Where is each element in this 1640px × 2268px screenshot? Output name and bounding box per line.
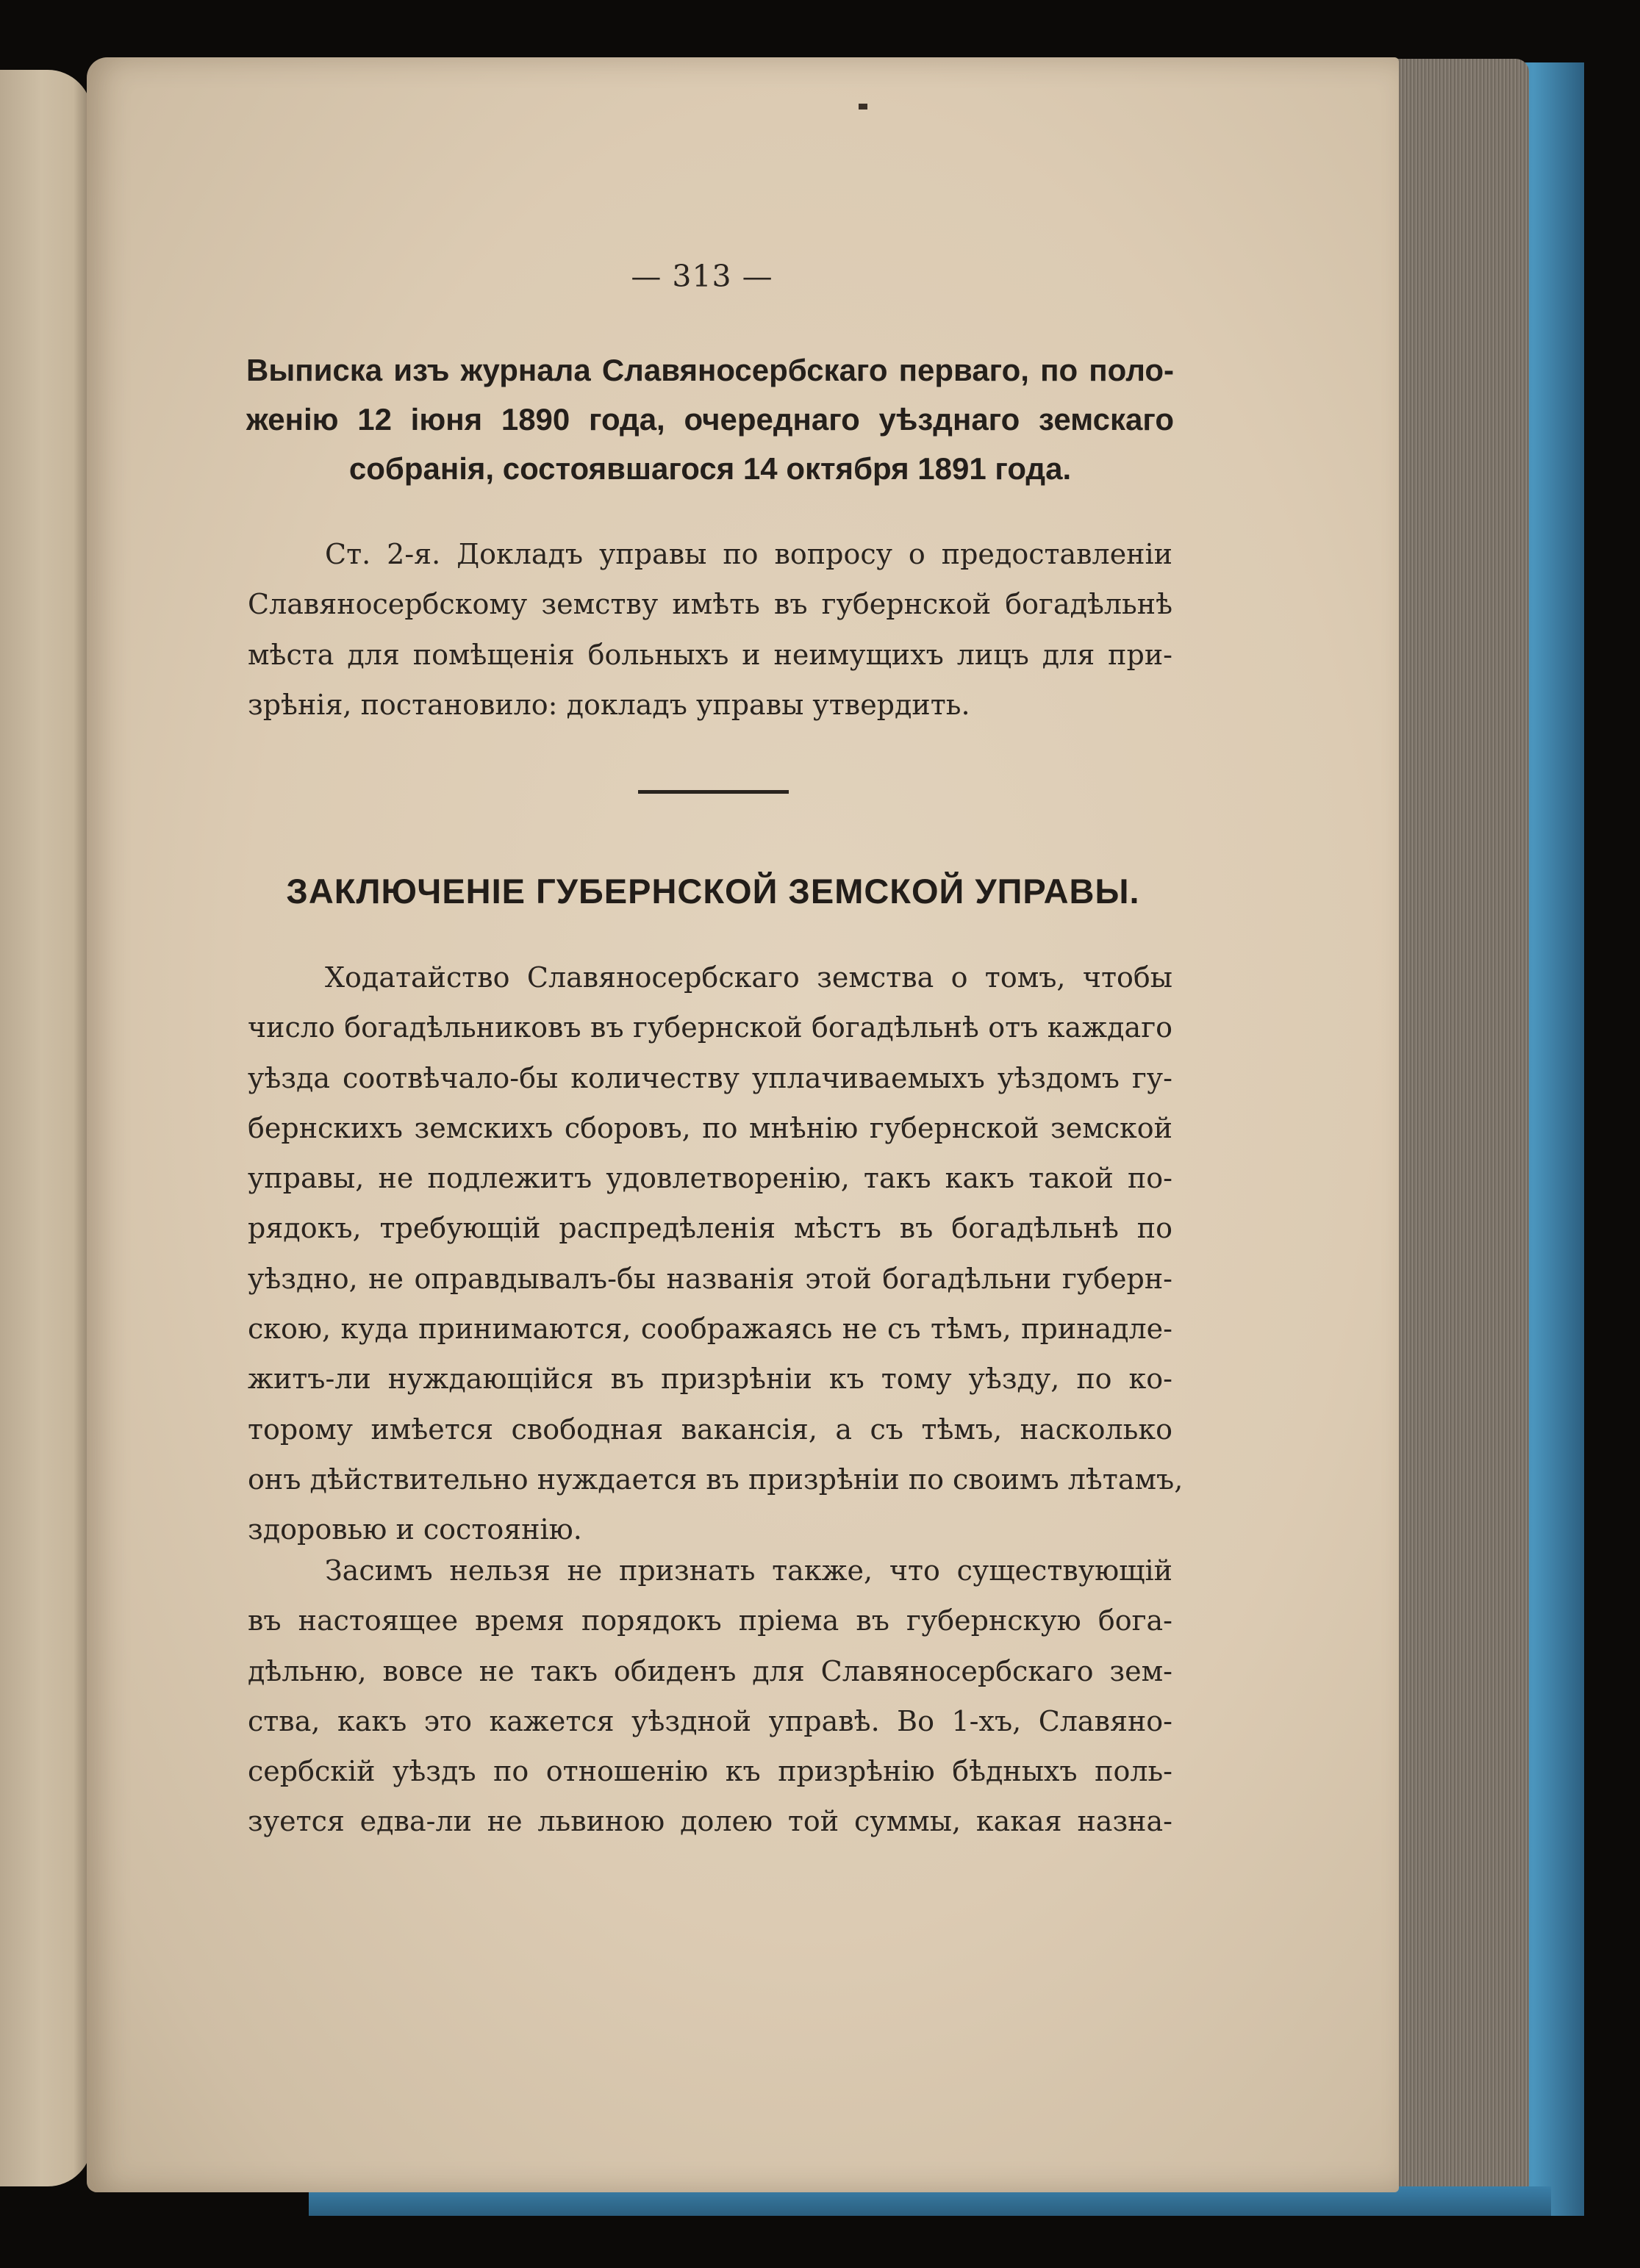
section-title: ЗАКЛЮЧЕНІЕ ГУБЕРНСКОЙ ЗЕМСКОЙ УПРАВЫ.: [286, 872, 1140, 911]
text-line: ства, какъ это кажется уѣздной управѣ. Во 1-хъ, Славяно-: [248, 1704, 1172, 1737]
paragraph-continuation: [248, 1546, 1172, 1847]
section-divider: [638, 790, 789, 794]
text-line: Ходатайство Славяносербскаго земства о томъ, чтобы: [325, 961, 1172, 994]
text-line: Засимъ нельзя не признать также, что существующій: [325, 1554, 1172, 1587]
heading-line: женію 12 іюня 1890 года, очереднаго уѣзднаго земскаго: [246, 402, 1174, 437]
text-line: зрѣнія, постановило: докладъ управы утвердить.: [248, 688, 970, 721]
ink-speck: [859, 104, 867, 110]
page-number: — 313 —: [631, 259, 773, 294]
left-page-edge: [0, 70, 92, 2186]
paragraph-resolution: [248, 529, 1172, 730]
text-line: Ст. 2-я. Докладъ управы по вопросу о предоставленіи: [325, 538, 1172, 570]
page-stack-edges: [1382, 59, 1529, 2197]
text-line: бернскихъ земскихъ сборовъ, по мнѣнію губернской земской: [248, 1111, 1172, 1144]
text-line: управы, не подлежитъ удовлетворенію, такъ какъ такой по-: [248, 1162, 1172, 1195]
text-line: дѣльню, вовсе не такъ обиденъ для Славяносербскаго зем-: [248, 1654, 1172, 1687]
text-line: скою, куда принимаются, соображаясь не съ тѣмъ, принадле-: [248, 1313, 1172, 1346]
text-line: житъ-ли нуждающійся въ призрѣніи къ тому уѣзду, по ко-: [248, 1363, 1172, 1396]
text-line: сербскій уѣздъ по отношенію къ призрѣнію бѣдныхъ поль-: [248, 1755, 1172, 1788]
text-line: мѣста для помѣщенія больныхъ и неимущихъ лицъ для при-: [248, 638, 1172, 671]
text-line: торому имѣется свободная вакансія, а съ тѣмъ, насколько: [248, 1413, 1172, 1446]
document-heading: [246, 345, 1174, 493]
text-line: рядокъ, требующій распредѣленія мѣстъ въ богадѣльнѣ по: [248, 1212, 1172, 1245]
text-line: въ настоящее время порядокъ пріема въ губернскую бога-: [248, 1604, 1172, 1637]
text-line: уѣздно, не оправдывалъ-бы названія этой богадѣльни губерн-: [248, 1262, 1172, 1295]
text-line: здоровью и состоянію.: [248, 1513, 582, 1546]
paragraph-conclusion: [248, 952, 1184, 1555]
text-line: онъ дѣйствительно нуждается въ призрѣніи по своимъ лѣтамъ,: [248, 1463, 1184, 1496]
heading-line: собранія, состоявшагося 14 октября 1891 года.: [348, 451, 1072, 486]
heading-line: Выписка изъ журнала Славяносербскаго перваго, по поло-: [246, 353, 1174, 387]
text-line: Славяносербскому земству имѣть въ губернской богадѣльнѣ: [248, 588, 1172, 621]
text-line: зуется едва-ли не львиною долею той суммы, какая назна-: [248, 1805, 1172, 1838]
text-line: число богадѣльниковъ въ губернской богадѣльнѣ отъ каждаго: [248, 1011, 1172, 1044]
text-line: уѣзда соотвѣчало-бы количеству уплачиваемыхъ уѣздомъ гу-: [248, 1061, 1172, 1094]
